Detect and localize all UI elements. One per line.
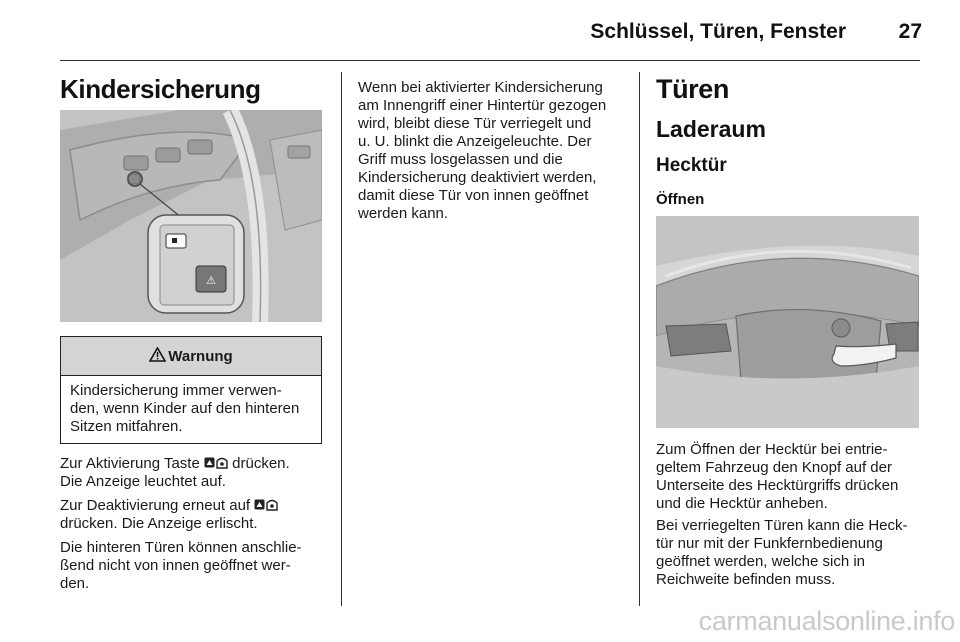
warning-line: Kindersicherung immer verwen- xyxy=(70,382,282,399)
text-line: u. U. blinkt die Anzeigeleuchte. Der xyxy=(358,133,592,150)
text-line: ßend nicht von innen geöffnet wer- xyxy=(60,557,291,574)
section-heading-laderaum: Laderaum xyxy=(656,116,766,142)
text-line: tür nur mit der Funkfernbedienung xyxy=(656,535,883,552)
paragraph-deactivation xyxy=(60,497,335,533)
text-line: geöffnet werden, welche sich in xyxy=(656,553,866,570)
child-lock-icon xyxy=(254,498,278,511)
text-line: am Innengriff einer Hintertür gezogen xyxy=(358,97,607,114)
text-line: Kindersicherung deaktiviert werden, xyxy=(358,169,597,186)
paragraph-activation xyxy=(60,455,335,491)
text-line: Die Anzeige leuchtet auf. xyxy=(60,473,226,490)
text-line: Die hinteren Türen können anschlie- xyxy=(60,539,302,556)
paragraph-locked-doors xyxy=(656,517,934,589)
column-divider-1 xyxy=(341,72,342,606)
paragraph-child-lock-behavior xyxy=(358,79,636,223)
section-heading-kindersicherung: Kindersicherung xyxy=(60,74,261,104)
text-line: Bei verriegelten Türen kann die Heck- xyxy=(656,517,908,534)
running-header-title: Schlüssel, Türen, Fenster xyxy=(590,20,846,43)
header-rule xyxy=(60,60,920,61)
text-line: werden kann. xyxy=(358,205,449,222)
warning-header xyxy=(61,337,321,376)
text-line: damit diese Tür von innen geöffnet xyxy=(358,187,589,204)
text-line: Unterseite des Hecktürgriffs drücken xyxy=(656,477,899,494)
text-line: und die Hecktür anheben. xyxy=(656,495,828,512)
text-line: Griff muss losgelassen und die xyxy=(358,151,563,168)
text-line: Wenn bei aktivierter Kindersicherung xyxy=(358,79,603,96)
warning-line: den, wenn Kinder auf den hinteren xyxy=(70,400,300,417)
text-line: geltem Fahrzeug den Knopf auf der xyxy=(656,459,892,476)
warning-line: Sitzen mitfahren. xyxy=(70,418,183,435)
tailgate-illustration xyxy=(656,216,919,428)
warning-text xyxy=(61,376,321,436)
warning-title: Warnung xyxy=(168,347,233,365)
child-lock-icon xyxy=(204,456,228,469)
text-line: wird, bleibt diese Tür verriegelt und xyxy=(358,115,592,132)
section-heading-oeffnen: Öffnen xyxy=(656,191,705,208)
text-fragment: drücken. xyxy=(232,455,290,472)
text-line: den. xyxy=(60,575,90,592)
text-fragment: Zur Deaktivierung erneut auf xyxy=(60,497,251,514)
paragraph-rear-doors xyxy=(60,539,335,593)
warning-box xyxy=(60,336,322,444)
watermark: carmanualsonline.info xyxy=(698,606,955,636)
page-number: 27 xyxy=(898,20,922,43)
section-heading-hecktuer: Hecktür xyxy=(656,155,727,176)
text-line: drücken. Die Anzeige erlischt. xyxy=(60,515,258,532)
text-line: Zum Öffnen der Hecktür bei entrie- xyxy=(656,441,888,458)
warning-triangle-icon xyxy=(149,347,166,366)
text-line: Reichweite befinden muss. xyxy=(656,571,836,588)
paragraph-open-tailgate xyxy=(656,441,934,513)
door-panel-illustration xyxy=(60,110,322,322)
column-divider-2 xyxy=(639,72,640,606)
svg-text:⚠: ⚠ xyxy=(206,274,216,287)
text-fragment: Zur Aktivierung Taste xyxy=(60,455,200,472)
section-heading-tueren: Türen xyxy=(656,74,730,104)
